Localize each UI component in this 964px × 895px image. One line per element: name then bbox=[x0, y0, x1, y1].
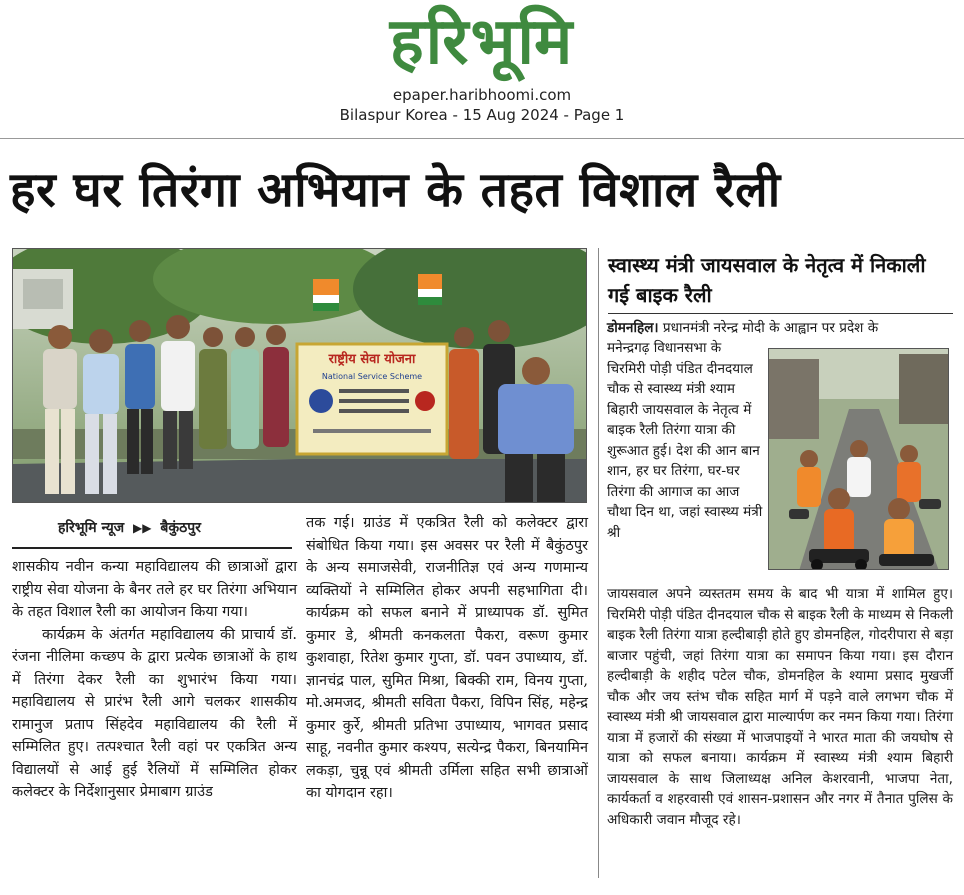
side-article-narrow: मनेन्द्रगढ़ विधानसभा के चिरमिरी पोड़ी पंडित दीनदयाल चौक से स्वास्थ्य मंत्री श्याम बिहारी जायसवाल के नेतृत्व में बाइक रैली तिरंगा यात्रा की शुरूआत हुई। देश की आन बान शान, हर घर तिरंगा, घर-घर तिरंगा की आगाज का आज चौथा दिन था, जहां स्वास्थ्य मंत्री श्री bbox=[607, 340, 763, 541]
side-headline: स्वास्थ्य मंत्री जायसवाल के नेतृत्व में निकाली गई बाइक रैली bbox=[608, 253, 926, 307]
byline-agency: हरिभूमि न्यूज bbox=[58, 520, 125, 536]
byline-divider bbox=[12, 547, 292, 549]
main-article-para-3: तक गई। ग्राउंड में एकत्रित रैली को कलेक्टर द्वारा संबोधित किया गया। इस अवसर पर रैली में बैकुंठपुर के अन्य समाजसेवी, राजनीतिज्ञ एवं अन्य गणमान्य व्यक्तियों ने सम्मिलित होकर अपनी सहभागिता दी। कार्यक्रम को सफल बनाने में प्राध्यापक डॉ. सुमित कुमार डे, श्रीमती कनकलता पैकरा, वरूण कुमार कुशवाहा, रितेश कुमार गुप्ता, डॉ. पवन उपाध्याय, डॉ. ज्ञानचंद्र पाल, सुमित मिश्रा, बिक्की राम, विनय गुप्ता, मो.अमजद, श्रीमती सविता पैकरा, विपिन सिंह, महेन्द्र कुमार कुर्रे, श्रीमती प्रतिभा उपाध्याय, भागवत प्रसाद साहू, नवनीत कुमार कश्यप, सत्येन्द्र पैकरा, बिनयामिन लकड़ा, चुन्नू एवं श्रीमती उर्मिला सहित सभी छात्राओं का योगदान रहा। bbox=[306, 515, 588, 801]
site-url[interactable]: epaper.haribhoomi.com bbox=[392, 86, 572, 104]
newspaper-logo: हरिभूमि bbox=[389, 5, 575, 79]
main-article-para-1: शासकीय नवीन कन्या महाविद्यालय की छात्राओं द्वारा राष्ट्रीय सेवा योजना के बैनर तले हर घर तिरंगा अभियान के तहत विशाल रैली का आयोजन किया गया। bbox=[12, 559, 297, 620]
bike-rally-photo bbox=[768, 348, 949, 570]
main-article-column-1 bbox=[12, 556, 297, 804]
main-headline: हर घर तिरंगा अभियान के तहत विशाल रैली bbox=[10, 162, 781, 218]
side-lead-text: प्रधानमंत्री नरेन्द्र मोदी के आह्वान पर प्रदेश के bbox=[662, 320, 879, 336]
rally-photo bbox=[12, 248, 587, 503]
side-article-lead bbox=[607, 318, 953, 339]
column-divider bbox=[598, 248, 599, 878]
main-article-para-2: कार्यक्रम के अंतर्गत महाविद्यालय की प्राचार्य डॉ. रंजना नीलिमा कच्छप के द्वारा प्रत्येक छात्राओं के हाथ में तिरंगा देकर रैली का शुभारंभ किया गया। महाविद्यालय से प्रारंभ रैली आगे चलकर शासकीय रामानुज प्रताप सिंहदेव महाविद्यालय की रैली में सम्मिलित हुए। तत्पश्चात रैली वहां पर एकत्रित अन्य विद्यालयों से आई हुई रैलियों में सम्मिलित होकर कलेक्टर के निर्देशानुसार प्रेमाबाग ग्राउंड bbox=[12, 626, 297, 800]
byline-place: बैकुंठपुर bbox=[160, 520, 201, 536]
fast-forward-icon: ▶▶ bbox=[133, 521, 152, 535]
byline bbox=[58, 518, 201, 537]
dateline: डोमनहिल। bbox=[607, 320, 659, 336]
banner-subtitle: National Service Scheme bbox=[321, 372, 423, 381]
masthead bbox=[0, 0, 964, 132]
side-divider bbox=[608, 313, 953, 314]
top-divider bbox=[0, 138, 964, 139]
main-article-column-2 bbox=[306, 512, 588, 805]
banner-title: राष्ट्रीय सेवा योजना bbox=[328, 352, 416, 367]
edition-line: Bilaspur Korea - 15 Aug 2024 - Page 1 bbox=[339, 106, 625, 124]
side-article-body: जायसवाल अपने व्यस्ततम समय के बाद भी यात्रा में शामिल हुए। चिरमिरी पोड़ी पंडित दीनदयाल चौक से बाइक रैली के माध्यम से निकली बाइक रैली तिरंगा यात्रा हल्दीबाड़ी होते हुए डोमनहिल, गोदरीपारा से बड़ा बाजार पहुंची, जहां तिरंगा यात्रा का समापन किया गया। इस दौरान हल्दीबाड़ी के शहीद पटेल चौक, डोमनहिल के श्यामा प्रसाद मुखर्जी चौक और जय स्तंभ चौक सहित मार्ग में पड़ने वाले लगभग चौक में स्वास्थ्य मंत्री श्री जायसवाल द्वारा माल्यार्पण कर नमन किया गया। तिरंगा यात्रा में हजारों की संख्या में भाजपाइयों ने भारत माता की जयघोष से यात्रा को सफल बनाया। कार्यक्रम में स्वास्थ्य मंत्री श्याम बिहारी जायसवाल के साथ जिलाध्यक्ष अनिल केशरवानी, भाजपा नेता, कार्यकर्ता व शहरवासी एवं शासन-प्रशासन और नगर में तैनात पुलिस के अधिकारी जवान मौजूद रहे। bbox=[607, 586, 953, 828]
